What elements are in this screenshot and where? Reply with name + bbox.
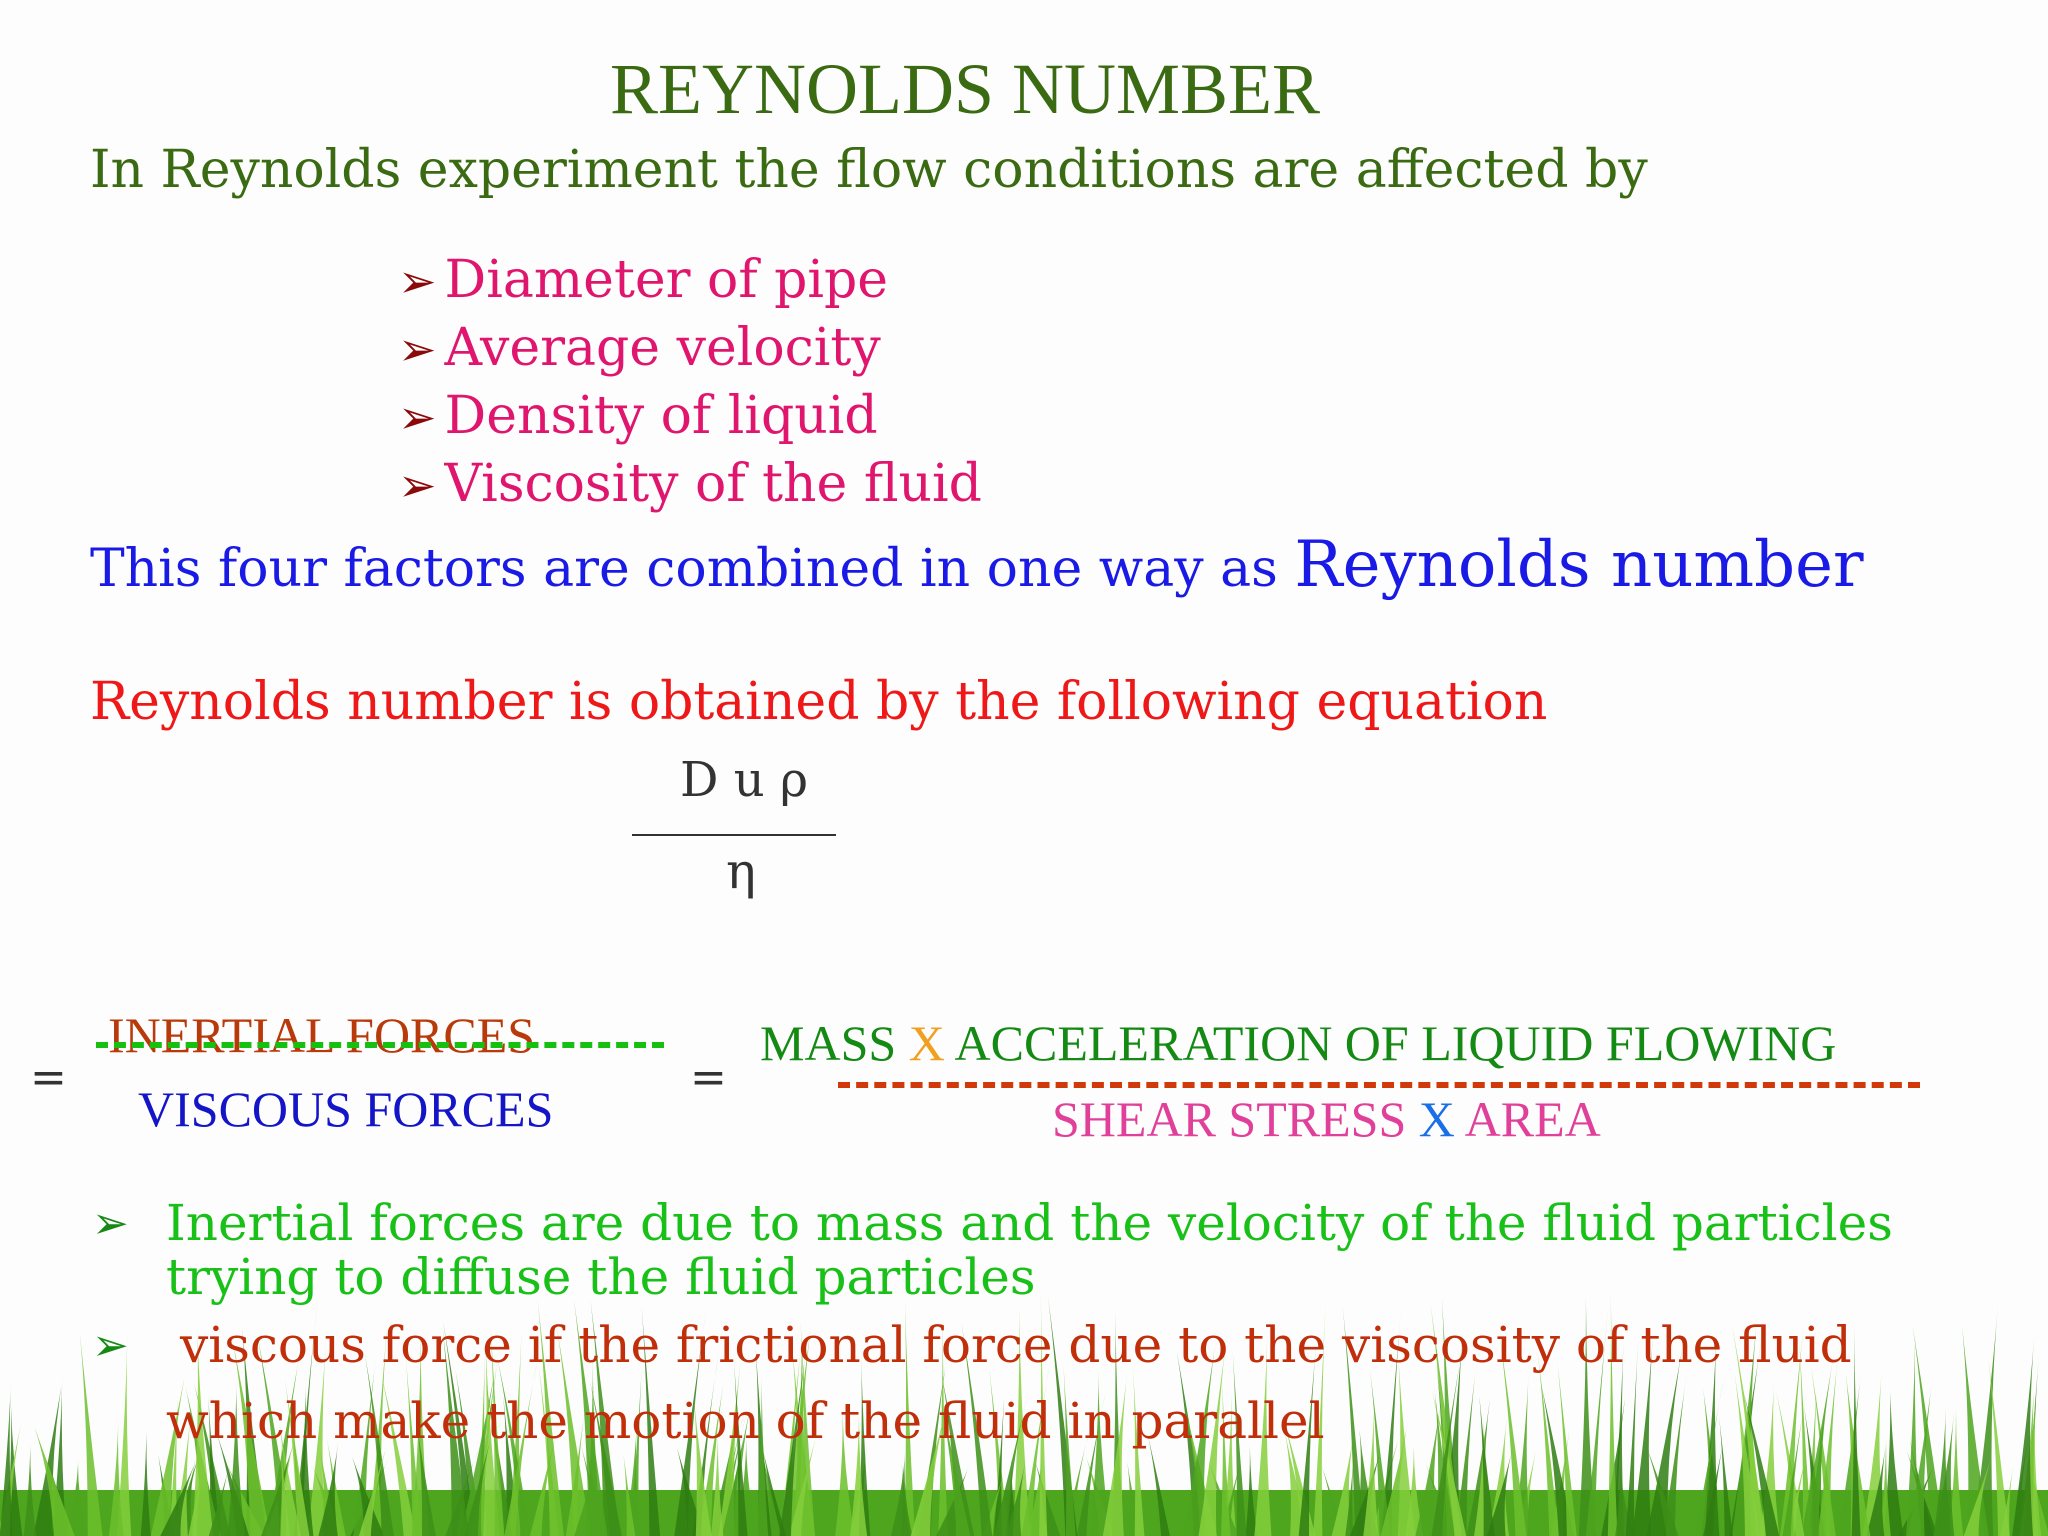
reynolds-number-emphasis: Reynolds number	[1294, 528, 1864, 602]
dashed-fraction-line	[838, 1082, 1920, 1088]
factor-item: ➢ Density of liquid	[398, 386, 878, 446]
arrow-bullet-icon: ➢	[398, 254, 437, 308]
arrow-bullet-icon: ➢	[92, 1320, 129, 1371]
factor-item: ➢ Viscosity of the fluid	[398, 454, 982, 514]
arrow-bullet-icon: ➢	[92, 1198, 129, 1249]
bullet-text: trying to diffuse the fluid particles	[166, 1248, 1036, 1306]
equals-sign: =	[30, 1052, 67, 1103]
arrow-bullet-icon: ➢	[398, 322, 437, 376]
arrow-bullet-icon: ➢	[398, 390, 437, 444]
fraction-line	[632, 834, 836, 836]
bullet-text: viscous force if the frictional force due to the viscosity of the fluid	[180, 1316, 1852, 1374]
factor-item: ➢ Diameter of pipe	[398, 250, 889, 310]
intro-text: In Reynolds experiment the flow conditions are affected by	[90, 140, 1648, 200]
formula-numerator: D u ρ	[680, 752, 809, 808]
bullet-text: Inertial forces are due to mass and the velocity of the fluid particles	[166, 1194, 1893, 1252]
dashed-fraction-line	[96, 1042, 664, 1048]
arrow-bullet-icon: ➢	[398, 458, 437, 512]
slide-title: REYNOLDS NUMBER	[609, 49, 1321, 129]
factor-item: ➢ Average velocity	[398, 318, 881, 378]
mass-acceleration-label: MASS X ACCELERATION OF LIQUID FLOWING	[760, 1015, 1837, 1071]
formula-denominator: η	[726, 842, 756, 900]
multiply-sign: X	[1418, 1091, 1455, 1147]
multiply-sign: X	[908, 1015, 945, 1071]
shear-area-label: SHEAR STRESS X AREA	[1052, 1091, 1601, 1147]
viscous-forces-label: VISCOUS FORCES	[138, 1081, 554, 1137]
equation-intro: Reynolds number is obtained by the following equation	[90, 672, 1548, 732]
inertial-forces-label: INERTIAL FORCES	[108, 1007, 536, 1063]
bullet-text: which make the motion of the fluid in parallel	[166, 1392, 1325, 1450]
combined-text: This four factors are combined in one way as Reynolds number	[90, 528, 1864, 602]
equals-sign: =	[690, 1052, 727, 1103]
